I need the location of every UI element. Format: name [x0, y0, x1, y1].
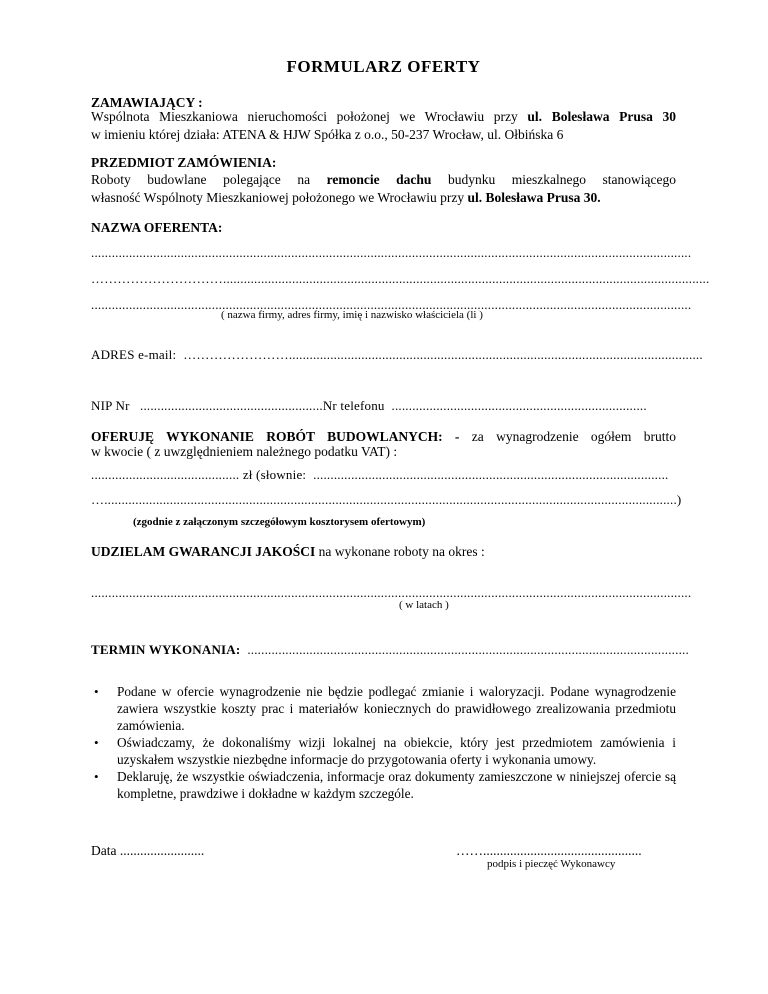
amount-words-suffix: ) — [676, 492, 682, 507]
date-label: Data — [91, 843, 117, 858]
przedmiot-line2-a: własność Wspólnoty Mieszkaniowej położonego we Wrocławiu przy — [91, 190, 468, 205]
oferuje-dash: - — [442, 429, 472, 444]
signature-prefix: …… — [456, 843, 483, 858]
przedmiot-remont: remoncie dachu — [326, 172, 432, 187]
date-field[interactable]: Data ......................... — [91, 843, 205, 858]
oferent-field-3[interactable]: .............................................................................................................................................................................. — [91, 297, 692, 312]
email-label: ADRES e-mail: — [91, 347, 177, 362]
zl-label: zł (słownie: — [242, 467, 307, 482]
oferuje-text: za wynagrodzenie ogółem brutto — [471, 429, 676, 444]
przedmiot-line1 — [91, 171, 676, 189]
declaration-item — [91, 683, 676, 734]
termin-field[interactable]: TERMIN WYKONANIA: ................................................................................................................................ — [91, 642, 689, 657]
oferent-field-1[interactable]: .............................................................................................................................................................................. — [91, 245, 692, 260]
signature-caption: podpis i pieczęć Wykonawcy — [487, 858, 616, 870]
email-prefix: …………………… — [183, 347, 289, 362]
oferent-field-2-prefix: ………………………… — [91, 271, 223, 286]
zamawiajacy-line2: w imieniu której działa: ATENA & HJW Spółka z o.o., 50-237 Wrocław, ul. Ołbińska 6 — [91, 127, 564, 142]
bullet-icon: • — [94, 735, 99, 750]
amount-field[interactable]: ........................................... zł (słownie: ....................................................................................................... — [91, 467, 669, 482]
oferuje-heading: OFERUJĘ WYKONANIE ROBÓT BUDOWLANYCH: — [91, 429, 443, 444]
amount-words-field[interactable]: …......................................................................................................................................................................) — [91, 492, 682, 507]
kosztorys-note: (zgodnie z załączonym szczegółowym kosztorysem ofertowym) — [133, 516, 426, 528]
zamawiajacy-address: ul. Bolesława Prusa 30 — [527, 109, 676, 124]
phone-label: Nr telefonu — [322, 398, 385, 413]
przedmiot-line1-c: budynku mieszkalnego stanowiącego — [431, 172, 676, 187]
nip-phone-row[interactable]: NIP Nr .....................................................Nr telefonu .......................................................................... — [91, 398, 647, 413]
zamawiajacy-line1-text: Wspólnota Mieszkaniowa nieruchomości położonej we Wrocławiu przy — [91, 109, 528, 124]
gwarancja-line — [91, 543, 485, 561]
gwarancja-caption: ( w latach ) — [399, 599, 449, 611]
bullet-icon: • — [94, 684, 99, 699]
declaration-text: Podane w ofercie wynagrodzenie nie będzie podlegać zmianie i waloryzacji. Podane wynagrodzenie zawiera wszystkie koszty prac i materiałów koniecznych do prawidłowego zrealizowania przedmiotu zamówienia. — [117, 684, 676, 733]
oferent-caption: ( nazwa firmy, adres firmy, imię i nazwisko właściciela (li ) — [221, 309, 483, 321]
oferent-field-2[interactable]: …………………………............................................................................................................................................. — [91, 271, 710, 286]
bullet-icon: • — [94, 769, 99, 784]
declaration-item — [91, 768, 676, 802]
amount-words-prefix: … — [91, 492, 105, 507]
przedmiot-heading: PRZEDMIOT ZAMÓWIENIA: — [91, 155, 277, 170]
zamawiajacy-heading: ZAMAWIAJĄCY : — [91, 95, 203, 110]
przedmiot-line2 — [91, 189, 601, 207]
oferent-heading: NAZWA OFERENTA: — [91, 220, 223, 235]
gwarancja-heading: UDZIELAM GWARANCJI JAKOŚCI — [91, 544, 316, 559]
nip-label: NIP Nr — [91, 398, 130, 413]
przedmiot-address: ul. Bolesława Prusa 30. — [467, 190, 601, 205]
zamawiajacy-line1 — [91, 108, 676, 126]
declarations-list — [91, 683, 676, 802]
declaration-item — [91, 734, 676, 768]
declaration-text: Oświadczamy, że dokonaliśmy wizji lokalnej na obiekcie, który jest przedmiotem zamówienia i uzyskałem wszystkie niezbędne informacje do przygotowania oferty i wykonania umowy. — [117, 735, 676, 767]
przedmiot-line1-a: Roboty budowlane polegające na — [91, 172, 327, 187]
oferuje-line2: w kwocie ( z uwzględnieniem należnego podatku VAT) : — [91, 444, 398, 459]
termin-heading: TERMIN WYKONANIA: — [91, 642, 241, 657]
signature-field[interactable]: ……............................................... — [456, 843, 642, 858]
declaration-text: Deklaruję, że wszystkie oświadczenia, informacje oraz dokumenty zamieszczone w niniejszej ofercie są kompletne, prawdziwe i dokładne w każdym szczególe. — [117, 769, 676, 801]
gwarancja-text: na wykonane roboty na okres : — [315, 544, 485, 559]
email-field[interactable]: ADRES e-mail: ……………………........................................................................................................................ — [91, 347, 703, 362]
page-title: FORMULARZ OFERTY — [286, 57, 481, 76]
gwarancja-field[interactable]: .............................................................................................................................................................................. — [91, 585, 692, 600]
